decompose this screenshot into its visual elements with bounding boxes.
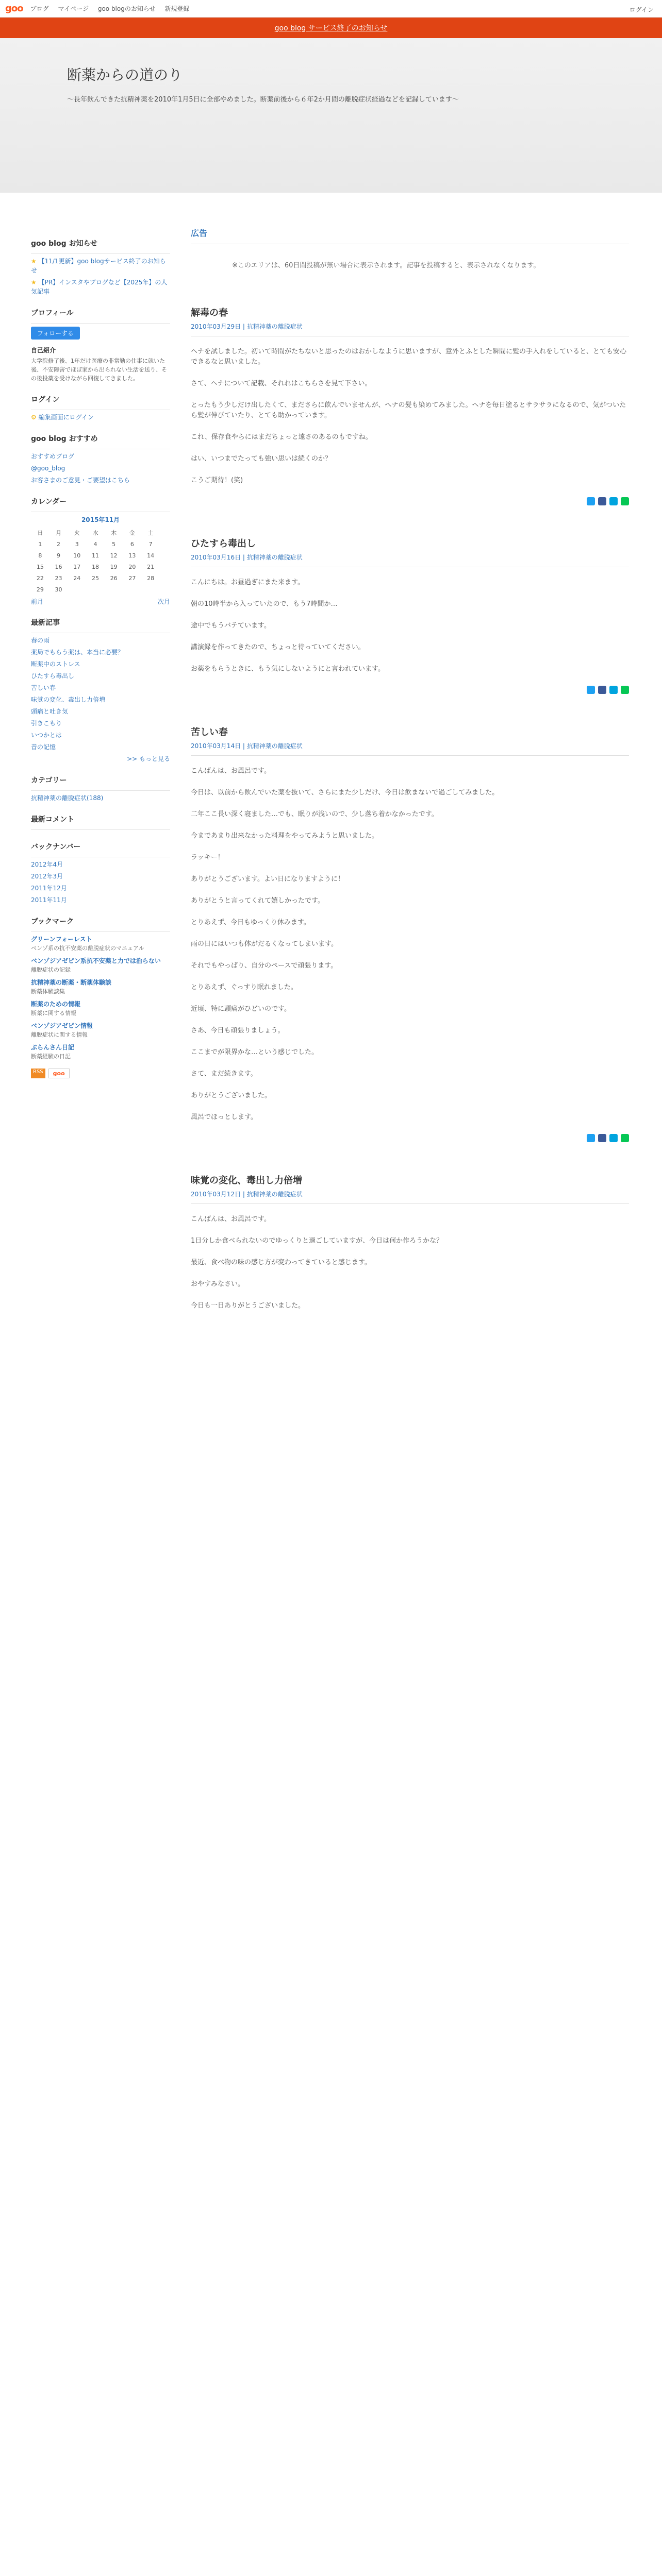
entry-paragraph: おやすみなさい。 <box>191 1280 245 1288</box>
backnumber-link[interactable]: 2012年4月 <box>31 861 63 868</box>
calendar-day <box>105 584 123 595</box>
recent-more-link[interactable]: >> もっと見る <box>127 755 170 762</box>
calendar-day: 1 <box>38 540 42 548</box>
recommend-link[interactable]: おすすめブログ <box>31 453 75 460</box>
entry-title[interactable]: ひたすら毒出し <box>191 538 256 549</box>
backnumber-link[interactable]: 2012年3月 <box>31 873 63 880</box>
calendar-day <box>123 584 142 595</box>
recent-post-link[interactable]: 味覚の変化、毒出し力倍増 <box>31 696 106 703</box>
blog-description: ～長年飲んできた抗精神薬を2010年1月5日に全部やめました。断薬前後から６年2か月間の離脱症状経過などを記録しています～ <box>67 96 459 104</box>
entry-paragraph: こんばんは、お風呂です。 <box>191 767 271 775</box>
nav-link-signup[interactable]: 新規登録 <box>164 5 190 12</box>
goo-blog-badge[interactable]: goo <box>48 1069 70 1078</box>
notice-item[interactable] <box>31 278 170 296</box>
nav-link-blog[interactable]: ブログ <box>30 5 49 12</box>
calendar-day: 4 <box>93 540 97 548</box>
recent-post-link[interactable]: 断薬中のストレス <box>31 660 80 668</box>
main-content <box>191 227 629 1323</box>
entry-paragraph: 雨の日にはいつも体がだるくなってしまいます。 <box>191 940 338 948</box>
bookmark-link[interactable]: 抗精神薬の断薬・断薬体験談 <box>31 979 112 986</box>
entry-paragraph: とりあえず、ぐっすり眠れました。 <box>191 984 297 991</box>
bookmark-desc: ベンゾ系の抗不安薬の離脱症状のマニュアル <box>31 945 144 952</box>
entry-meta[interactable]: 2010年03月12日 | 抗精神薬の離脱症状 <box>191 1191 303 1198</box>
twitter-icon[interactable] <box>587 686 595 694</box>
entry-paragraph: とったもう少しだけ出したくて、まださらに飲んでいませんが、へナの髪も染めてみました。ヘナを毎日塗るとサラサラになるので、気がついたら髪が伸びていたり、とても助かっています。 <box>191 401 626 419</box>
bookmark-desc: 断薬体験談集 <box>31 988 65 995</box>
editor-login-link[interactable] <box>31 413 170 422</box>
entry-paragraph: さて、ヘナについて記載、それれはこちらさを見て下さい。 <box>191 380 372 387</box>
calendar-day: 27 <box>128 574 136 582</box>
entry-paragraph: 最近、食べ物の味の感じ方が変わってきていると感じます。 <box>191 1259 371 1266</box>
facebook-icon[interactable] <box>598 1134 606 1142</box>
top-bar <box>0 0 662 18</box>
entry-paragraph: ありがとうと言ってくれて嬉しかったです。 <box>191 897 324 905</box>
calendar-day: 11 <box>91 552 99 559</box>
calendar <box>31 527 160 595</box>
bookmark-desc: 離脱症状の記録 <box>31 967 71 973</box>
calendar-day: 28 <box>147 574 155 582</box>
recent-post-link[interactable]: 引きこもり <box>31 720 62 727</box>
recent-post-link[interactable]: 頭痛と吐き気 <box>31 708 69 715</box>
bookmark-desc: 断薬に関する情報 <box>31 1010 76 1016</box>
rss-icon[interactable]: RSS <box>31 1069 45 1078</box>
calendar-weekday: 土 <box>147 530 154 536</box>
calendar-weekday: 水 <box>92 530 98 536</box>
facebook-icon[interactable] <box>598 497 606 505</box>
entry <box>191 725 629 1142</box>
facebook-icon[interactable] <box>598 686 606 694</box>
share-buttons <box>191 497 629 505</box>
line-icon[interactable] <box>621 686 629 694</box>
entry-paragraph: 講演録を作ってきたので、ちょっと待っていてください。 <box>191 643 365 651</box>
calendar-day: 23 <box>55 574 62 582</box>
recent-post-link[interactable]: 春の雨 <box>31 637 50 644</box>
calendar-weekday: 木 <box>111 530 117 536</box>
calendar-title: 2015年11月 <box>81 516 120 523</box>
notice-item[interactable] <box>31 257 170 275</box>
entry-paragraph: ありがとうございます。よい日になりますように！ <box>191 875 344 883</box>
calendar-weekday: 火 <box>74 530 80 536</box>
bookmark-link[interactable]: ぶらんさん日記 <box>31 1044 75 1051</box>
calendar-day: 6 <box>130 540 134 548</box>
entry-paragraph: 今まであまり出来なかった料理をやってみようと思いました。 <box>191 832 379 840</box>
badges <box>31 1069 170 1078</box>
entry-body <box>191 766 629 1123</box>
line-icon[interactable] <box>621 497 629 505</box>
calendar-nav <box>31 597 170 606</box>
calendar-day: 12 <box>110 552 118 559</box>
calendar-day: 30 <box>55 586 62 593</box>
entry-paragraph: 近頃、特に頭痛がひどいのです。 <box>191 1005 291 1013</box>
entry-paragraph: これ、保存食やらにはまだちょっと遠さのあるのもですね。 <box>191 433 372 441</box>
calendar-day: 20 <box>128 563 136 570</box>
login-link[interactable]: ログイン <box>629 6 654 13</box>
category-heading: カテゴリー <box>31 776 67 785</box>
entry-paragraph: 二年ここ長い深く寝ました…でも、眠りが浅いので、少し落ち着かなかったです。 <box>191 810 438 818</box>
bookmark-link[interactable]: ベンゾジアゼピン情報 <box>31 1022 93 1029</box>
recommend-link[interactable]: @goo_blog <box>31 465 65 472</box>
bookmark-link[interactable]: ベンゾジアゼピン系抗不安薬と力では治らない <box>31 957 161 964</box>
divider <box>31 829 170 830</box>
calendar-day: 29 <box>36 586 44 593</box>
divider <box>191 755 629 756</box>
follow-button[interactable]: フォローする <box>31 327 80 340</box>
calendar-day: 16 <box>55 563 62 570</box>
entry-paragraph: さて、まだ続きます。 <box>191 1070 257 1078</box>
calendar-day: 19 <box>110 563 118 570</box>
bookmark-desc: 断薬経験の日記 <box>31 1053 71 1060</box>
entry-paragraph: こんばんは、お風呂です。 <box>191 1215 271 1223</box>
divider <box>31 931 170 932</box>
comments-heading: 最新コメント <box>31 816 74 824</box>
entry-meta[interactable]: 2010年03月16日 | 抗精神薬の離脱症状 <box>191 554 303 561</box>
share-buttons <box>191 686 629 694</box>
entry <box>191 306 629 505</box>
login-heading: ログイン <box>31 396 60 404</box>
sidebar <box>31 227 170 1078</box>
entry-paragraph: 朝の10時半から入っていたので、もう7時間か… <box>191 600 338 608</box>
entry-paragraph: とりあえず、今日もゆっくり休みます。 <box>191 919 310 926</box>
entry-paragraph: 今日は、以前から飲んでいた薬を抜いて、さらにまた少しだけ、今日は飲まないで過ごしてみました。 <box>191 789 499 796</box>
blog-title[interactable]: 断薬からの道のり <box>67 66 183 83</box>
entry-body <box>191 347 629 486</box>
entry-paragraph: それでもやっぱり、自分のペースで頑張ります。 <box>191 962 338 970</box>
entry-body <box>191 578 629 674</box>
share-buttons <box>191 1134 629 1142</box>
bookmark-heading: ブックマーク <box>31 918 74 926</box>
backnumber-heading: バックナンバー <box>31 843 81 851</box>
calendar-day <box>86 584 105 595</box>
entry-paragraph: はい、いつまでたっても強い思いは続くのか？ <box>191 455 332 463</box>
profile-name: 自己紹介 <box>31 347 56 354</box>
nav-link-mypage[interactable]: マイページ <box>58 5 89 12</box>
calendar-day <box>68 584 86 595</box>
notice-item-label: 【11/1更新】goo blogサービス終了のお知らせ <box>31 258 166 274</box>
top-nav <box>30 4 197 13</box>
twitter-icon[interactable] <box>587 1134 595 1142</box>
bookmark-desc: 離脱症状に関する情報 <box>31 1031 88 1038</box>
notice-item-label: 【PR】インスタやブログなど【2025年】の人気記事 <box>31 279 168 295</box>
hatena-icon[interactable] <box>609 686 618 694</box>
recommend-heading: goo blog おすすめ <box>31 435 98 443</box>
calendar-day: 13 <box>128 552 136 559</box>
twitter-icon[interactable] <box>587 497 595 505</box>
divider <box>31 790 170 791</box>
bookmark-link[interactable]: 断薬のための情報 <box>31 1001 81 1008</box>
profile-heading: プロフィール <box>31 309 74 317</box>
entry-paragraph: 途中でもうバテています。 <box>191 622 271 630</box>
entry-paragraph: さあ、今日も頑張りましょう。 <box>191 1027 285 1035</box>
recent-heading: 最新記事 <box>31 619 60 627</box>
calendar-next-link[interactable]: 次月 <box>157 598 170 605</box>
service-end-notice-bar <box>0 18 662 38</box>
calendar-day: 18 <box>91 563 99 570</box>
recent-post-link[interactable]: 苦しい春 <box>31 684 56 691</box>
divider <box>31 323 170 324</box>
hatena-icon[interactable] <box>609 1134 618 1142</box>
calendar-day: 14 <box>147 552 155 559</box>
entry-title[interactable]: 苦しい春 <box>191 727 228 738</box>
recent-post-link[interactable]: 昔の記憶 <box>31 743 56 751</box>
calendar-weekday: 月 <box>56 530 62 536</box>
star-icon: ★ <box>31 279 37 286</box>
calendar-weekday: 日 <box>37 530 43 536</box>
recent-post-link[interactable]: いつかとは <box>31 732 62 739</box>
calendar-day: 25 <box>91 574 99 582</box>
service-end-notice-link[interactable]: goo blog サービス終了のお知らせ <box>274 24 388 32</box>
entry-paragraph: こんにちは。お昼過ぎにまた来ます。 <box>191 579 304 586</box>
line-icon[interactable] <box>621 1134 629 1142</box>
profile-text: 大学院修了後、1年だけ医療の非常勤の仕事に就いた後、不安障害でほぼ家から出られない生活を送り、その後投薬を受けながら回復してきました。 <box>31 358 167 382</box>
entry <box>191 536 629 694</box>
entry-body <box>191 1214 629 1311</box>
entry-meta[interactable]: 2010年03月14日 | 抗精神薬の離脱症状 <box>191 742 303 750</box>
calendar-day <box>141 584 160 595</box>
calendar-day: 5 <box>112 540 116 548</box>
calendar-day: 8 <box>38 552 42 559</box>
calendar-day: 2 <box>57 540 61 548</box>
entry-paragraph: 風呂でほっとします。 <box>191 1113 257 1121</box>
calendar-day: 9 <box>57 552 61 559</box>
goo-logo[interactable]: goo <box>5 3 23 14</box>
calendar-day: 3 <box>75 540 79 548</box>
nav-link-notices[interactable]: goo blogのお知らせ <box>97 5 156 12</box>
entry-paragraph: ラッキー！ <box>191 854 224 861</box>
calendar-day: 24 <box>73 574 81 582</box>
calendar-weekday: 金 <box>129 530 135 536</box>
calendar-day: 21 <box>147 563 155 570</box>
calendar-day: 26 <box>110 574 118 582</box>
calendar-day: 17 <box>73 563 81 570</box>
recommend-link[interactable]: お客さまのご意見・ご要望はこちら <box>31 477 130 484</box>
entry-paragraph: お薬をもらうときに、もう気にしないようにと言われています。 <box>191 665 385 673</box>
backnumber-link[interactable]: 2011年11月 <box>31 896 67 904</box>
divider <box>31 253 170 254</box>
bookmark-link[interactable]: グリーンフォーレスト <box>31 936 92 943</box>
entry-title[interactable]: 味覚の変化、毒出し力倍増 <box>191 1175 302 1186</box>
category-link[interactable]: 抗精神薬の離脱症状(188) <box>31 794 104 802</box>
hatena-icon[interactable] <box>609 497 618 505</box>
star-icon: ★ <box>31 258 37 265</box>
entry <box>191 1173 629 1311</box>
entry-paragraph: 今日も一日ありがとうございました。 <box>191 1302 305 1310</box>
ad-notice: ※このエリアは、60日間投稿が無い場合に表示されます。記事を投稿すると、表示されなくなります。 <box>232 262 540 269</box>
calendar-day: 7 <box>148 540 153 548</box>
entry-meta[interactable]: 2010年03月29日 | 抗精神薬の離脱症状 <box>191 323 303 330</box>
ad-label: 広告 <box>191 228 208 238</box>
entry-paragraph: ここまでが限界かな…という感じでした。 <box>191 1048 319 1056</box>
calendar-prev-link[interactable]: 前月 <box>31 598 44 605</box>
calendar-day: 15 <box>36 563 44 570</box>
entry-title[interactable]: 解毒の春 <box>191 308 228 318</box>
notices-heading: goo blog お知らせ <box>31 240 98 248</box>
blog-header <box>0 38 662 193</box>
entry-paragraph: 1日分しか食べられないのでゆっくりと過ごしていますが、今日は何か作ろうかな？ <box>191 1237 443 1245</box>
entry-paragraph: こうご期待！(笑) <box>191 477 243 484</box>
backnumber-link[interactable]: 2011年12月 <box>31 885 67 892</box>
recent-post-link[interactable]: 薬局でもらう薬は、本当に必要？ <box>31 649 124 656</box>
calendar-heading: カレンダー <box>31 498 67 506</box>
calendar-day: 22 <box>36 574 44 582</box>
recent-post-link[interactable]: ひたすら毒出し <box>31 672 75 680</box>
entry-paragraph: ヘナを試しました。初いて時間がたちないと思ったのはおかしなように思いますが、意外とふとした瞬間に髪の手入れをしていると、とても安心できるなと思いました。 <box>191 348 627 366</box>
editor-login-label: 編集画面にログイン <box>38 414 94 421</box>
entry-paragraph: ありがとうございました。 <box>191 1092 272 1099</box>
calendar-day: 10 <box>73 552 81 559</box>
gear-icon: ⚙ <box>31 414 37 421</box>
